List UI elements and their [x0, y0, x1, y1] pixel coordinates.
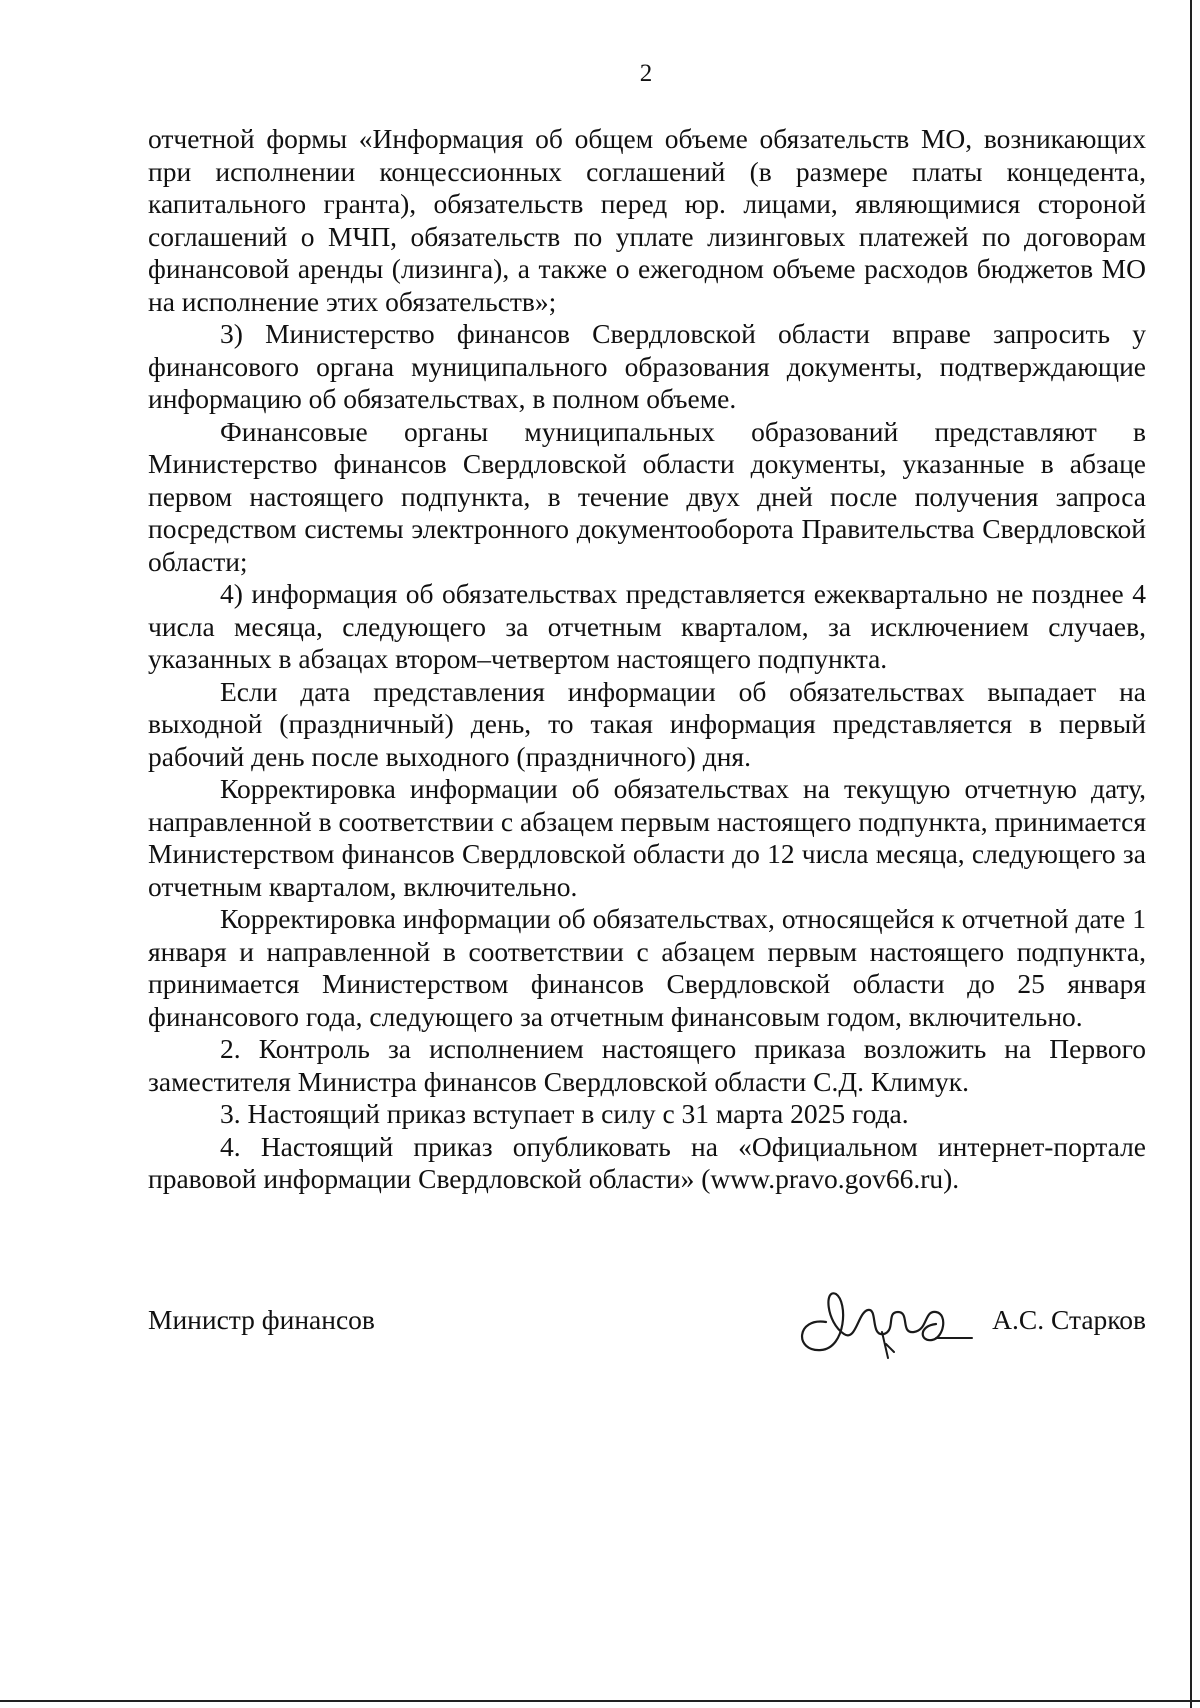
- paragraph-8: 2. Контроль за исполнением настоящего приказа возложить на Первого заместителя Министра финансов Свердловской области С.Д. Климук.: [148, 1033, 1146, 1097]
- paragraph-4: 4) информация об обязательствах представляется ежеквартально не позднее 4 числа месяца, следующего за отчетным кварталом, за исключением случаев, указанных в абзацах втором–четвертом настоящего подпункта.: [148, 578, 1146, 674]
- signature-block: [148, 1290, 1146, 1360]
- paragraph-5: Если дата представления информации об обязательствах выпадает на выходной (праздничный) день, то такая информация представляется в первый рабочий день после выходного (праздничного) дня.: [148, 675, 1146, 772]
- paragraph-6: Корректировка информации об обязательствах на текущую отчетную дату, направленной в соответствии с абзацем первым настоящего подпункта, принимается Министерством финансов Свердловской области до 12 числа месяца, следующего за отчетным кварталом, включительно.: [148, 773, 1146, 902]
- page-number: 2: [639, 60, 653, 87]
- signatory-title: Министр финансов: [148, 1304, 375, 1335]
- paragraph-7: Корректировка информации об обязательствах, относящейся к отчетной дате 1 января и направленной в соответствии с абзацем первым настоящего подпункта, принимается Министерством финансов Свердловской области до 25 января финансового года, следующего за отчетным финансовым годом, включительно.: [148, 903, 1146, 1032]
- scan-edge-right: [1190, 0, 1192, 1708]
- paragraph-10: 4. Настоящий приказ опубликовать на «Официальном интернет-портале правовой информации Свердловской области» (www.pravo.gov66.ru).: [148, 1130, 1146, 1194]
- paragraph-2: 3) Министерство финансов Свердловской области вправе запросить у финансового органа муниципального образования документы, подтверждающие информацию об обязательствах, в полном объеме.: [148, 318, 1146, 414]
- handwritten-signature-image: [786, 1282, 976, 1362]
- document-body: [148, 123, 1146, 1196]
- paragraph-3: Финансовые органы муниципальных образований представляют в Министерство финансов Свердловской области документы, указанные в абзаце первом настоящего подпункта, в течение двух дней после получения запроса посредством системы электронного документооборота Правительства Свердловской области;: [148, 415, 1146, 577]
- paragraph-1: отчетной формы «Информация об общем объеме обязательств МО, возникающих при исполнении концессионных соглашений (в размере платы концедента, капитального гранта), обязательств перед юр. лицами, являющимися стороной соглашений о МЧП, обязательств по уплате лизинговых платежей по договорам финансовой аренды (лизинга), а также о ежегодном объеме расходов бюджетов МО на исполнение этих обязательств»;: [148, 123, 1146, 317]
- signatory-name: А.С. Старков: [992, 1304, 1146, 1335]
- paragraph-9: 3. Настоящий приказ вступает в силу с 31 марта 2025 года.: [220, 1098, 909, 1129]
- scan-edge-bottom: [0, 1700, 1200, 1702]
